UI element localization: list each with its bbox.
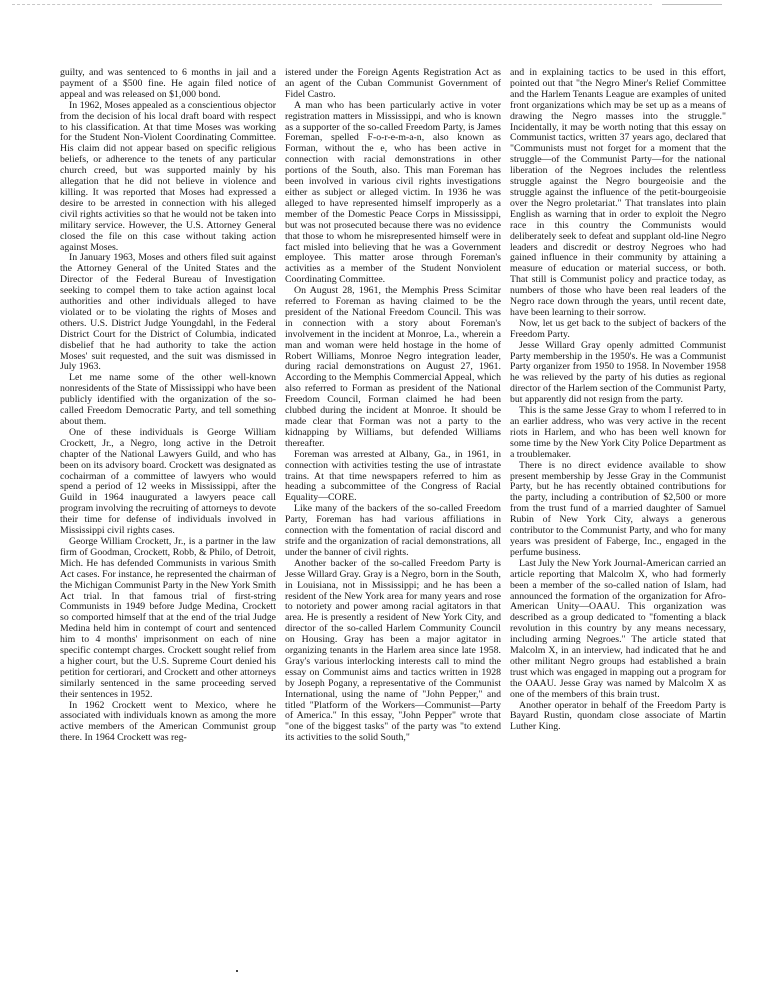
top-scan-edge-right — [662, 4, 722, 5]
paragraph: istered under the Foreign Agents Registration Act as an agent of the Cuban Communist Government of Fidel Castro. — [285, 67, 501, 100]
paragraph: Foreman was arrested at Albany, Ga., in 1961, in connection with activities testing the use of intrastate trains. At that time newspapers referred to him as heading a subcommittee of the Congress of Racial Equality—CORE. — [285, 448, 501, 504]
paragraph: A man who has been particularly active in voter registration matters in Mississippi, and who is known as a supporter of the so-called Freedom Party, is James Foreman, spelled F-o-r-e-m-a-n, also known as Forman, without the e, who has been active in connection with racial demonstrations in other portions of the South, also. This man Foreman has been involved in various civil rights investigations either as subject or alleged victim. In 1936 he was alleged to have represented himself improperly as a member of the Domestic Peace Corps in Mississippi, but was not prosecuted because there was no evidence that those to whom he misrepresented himself were in fact misled into believing that he was a Government employee. This matter arose through Foreman's activities as a member of the Student Nonviolent Coordinating Committee. — [285, 99, 501, 286]
paragraph: Last July the New York Journal-American carried an article reporting that Malcolm X, who had formerly been a member of the so-called nation of Islam, had announced the formation of the organization for Afro-American Unity—OAAU. This organization was described as a group dedicated to "fomenting a black revolution in this country by any means necessary, including arming Negroes." The article stated that Malcolm X, in an interview, had indicated that he and other militant Negro groups had established a brain trust which was engaged in mapping out a program for the OAAU. Jesse Gray was named by Malcolm X as one of the members of this brain trust. — [510, 557, 726, 700]
paragraph: George William Crockett, Jr., is a partner in the law firm of Goodman, Crockett, Robb, & Philo, of Detroit, Mich. He has defended Communists in various Smith Act cases. For instance, he represented the chairman of the Michigan Communist Party in the New York Smith Act trial. In that famous trial of first-string Communists in 1949 before Judge Medina, Crockett so comported himself that at the end of the trial Judge Medina held him in contempt of court and sentenced him to 4 months' imprisonment on each of nine specific contempt charges. Crockett sought relief from a higher court, but the U.S. Supreme Court denied his petition for certiorari, and Crockett and other attorneys similarly sentenced in the same proceeding served their sentences in 1952. — [60, 535, 276, 700]
paragraph: Another backer of the so-called Freedom Party is Jesse Willard Gray. Gray is a Negro, born in the South, in Louisiana, not in Mississippi; and he has been a resident of the New York area for many years and rose to notoriety and power among racial agitators in that area. He is presently a resident of New York City, and director of the so-called Harlem Community Council on Housing. Gray has been a major agitator in organizing tenants in the Harlem area since late 1958. Gray's various interlocking interests call to mind the essay on Communist aims and tactics written in 1928 by Joseph Pogany, a representative of the Communist International, using the name of "John Pepper," and titled "Platform of the Workers—Communist—Party of America." In this essay, "John Pepper" wrote that "one of the biggest tasks" of the party was "to extend its activities to the solid South," — [285, 557, 501, 744]
scan-speck — [236, 970, 238, 972]
text-column-2 — [285, 68, 501, 744]
paragraph: guilty, and was sentenced to 6 months in jail and a payment of a $500 fine. He again filed notice of appeal and was released on $1,000 bond. — [60, 67, 276, 100]
paragraph: and in explaining tactics to be used in this effort, pointed out that "the Negro Miner's Relief Committee and the Harlem Tenants League are examples of united front organizations which may be set up as a means of drawing the Negro masses into the struggle." Incidentally, it may be worth noting that this essay on Communist tactics, written 37 years ago, declared that "Communists must not forget for a moment that the struggle—of the Communist Party—for the national liberation of the Negroes includes the relentless struggle against the Negro bourgeoisie and the struggle against the influence of the petit-bourgeoisie over the Negro proletariat." That translates into plain English as warning that in order to exploit the Negro race in this country the Communists would deliberately seek to defeat and supplant old-line Negro leaders and discredit or destroy Negroes who had gained influence in their community by attaining a measure of education or material success, or both. That still is Communist policy and practice today, as numbers of those who have been real leaders of the Negro race down through the years, until recent date, have been learning to their sorrow. — [510, 67, 726, 318]
document-page — [60, 68, 726, 744]
text-column-3 — [510, 68, 726, 744]
paragraph: In 1962, Moses appealed as a conscientious objector from the decision of his local draft board with respect to his classification. At that time Moses was working for the Student Non-Violent Coordinating Committee. His claim did not appear based on specific religious beliefs, or adherence to the tenets of any particular church creed, but was supported mainly by his allegation that he did not believe in violence and killing. It was reported that Moses had expressed a desire to be arrested in connection with his alleged civil rights activities so that he would not be taken into military service. However, the U.S. Attorney General closed the file on this case without taking action against Moses. — [60, 99, 276, 253]
paragraph: Let me name some of the other well-known nonresidents of the State of Mississippi who have been publicly identified with the organization of the so-called Freedom Democratic Party, and tell something about them. — [60, 372, 276, 427]
paragraph: Another operator in behalf of the Freedom Party is Bayard Rustin, quondam close associate of Martin Luther King. — [510, 699, 726, 733]
top-scan-edge — [12, 4, 652, 5]
paragraph: Now, let us get back to the subject of backers of the Freedom Party. — [510, 317, 726, 340]
paragraph: In January 1963, Moses and others filed suit against the Attorney General of the United States and the Director of the Federal Bureau of Investigation seeking to compel them to take action against local authorities and other individuals alleged to have violated or to be violating the rights of Moses and others. U.S. District Judge Youngdahl, in the Federal District Court for the District of Columbia, indicated disbelief that he had authority to take the action Moses' suit requested, and the suit was dismissed in July 1963. — [60, 252, 276, 373]
paragraph: There is no direct evidence available to show present membership by Jesse Gray in the Communist Party, but he has recently obtained contributions for the party, including a contribution of $2,500 or more from the trust fund of a married daughter of Samuel Rubin of New York City, always a generous contributor to the Communist Party, and who for many years was president of Faberge, Inc., engaged in the perfume business. — [510, 459, 726, 558]
text-column-1 — [60, 68, 276, 744]
paragraph: On August 28, 1961, the Memphis Press Scimitar referred to Foreman as having claimed to be the president of the National Freedom Council. This was in connection with a story about Foreman's involvement in the incident at Monroe, La., wherein a man and woman were held hostage in the home of Robert Williams, Monroe Negro integration leader, during racial demonstrations on August 27, 1961. According to the Memphis Commercial Appeal, which also referred to Forman as president of the National Freedom Council, Forman claimed he had been clubbed during the incident at Monroe. It should be made clear that Forman was not a party to the kidnapping by Williams, but defended Williams thereafter. — [285, 285, 501, 449]
paragraph: One of these individuals is George William Crockett, Jr., a Negro, long active in the Detroit chapter of the National Lawyers Guild, and who has been on its advisory board. Crockett was designated as cochairman of a committee of lawyers who would spend a period of 12 weeks in Mississippi, after the Guild in 1964 inaugurated a lawyers peace call program involving the recruiting of attorneys to devote their time for defense of individuals involved in Mississippi civil rights cases. — [60, 426, 276, 537]
paragraph: This is the same Jesse Gray to whom I referred to in an earlier address, who was very active in the recent riots in Harlem, and who has been well known for some time by the New York City Police Department as a troublemaker. — [510, 405, 726, 460]
paragraph: Jesse Willard Gray openly admitted Communist Party membership in the 1950's. He was a Communist Party organizer from 1950 to 1958. In November 1958 he was relieved by the party of his duties as regional director of the Harlem section of the Communist Party, but apparently did not resign from the party. — [510, 339, 726, 406]
paragraph: Like many of the backers of the so-called Freedom Party, Foreman has had various affiliations in connection with the fomentation of racial discord and strife and the organization of racial demonstrations, all under the banner of civil rights. — [285, 503, 501, 558]
paragraph: In 1962 Crockett went to Mexico, where he associated with individuals known as among the more active members of the American Communist group there. In 1964 Crockett was reg- — [60, 699, 276, 744]
